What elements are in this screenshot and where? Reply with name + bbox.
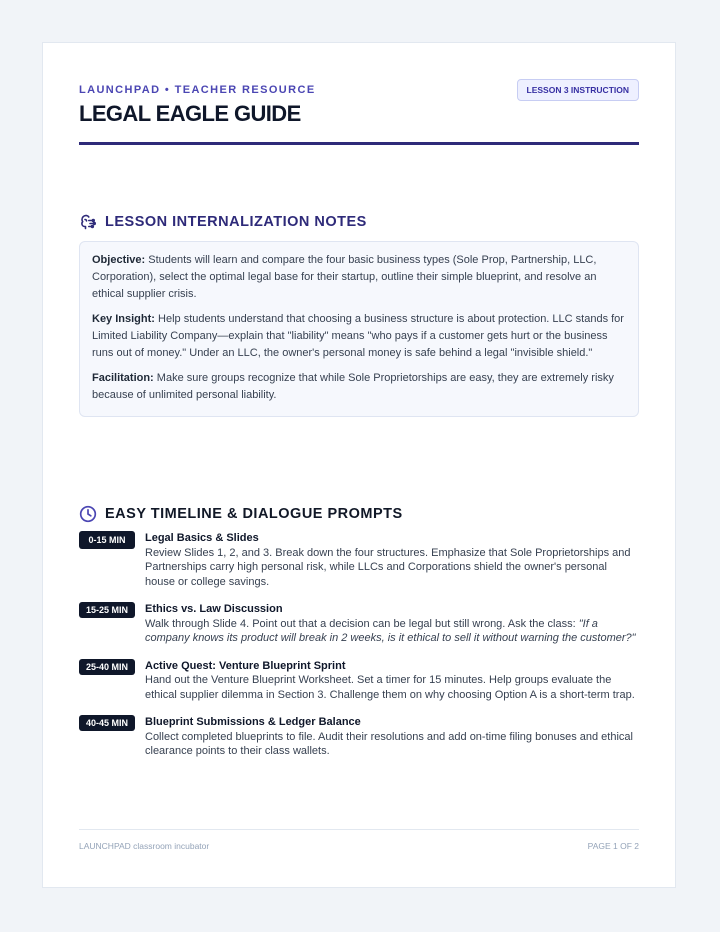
objective-label: Objective: bbox=[92, 254, 146, 266]
objective-paragraph bbox=[92, 252, 626, 303]
notes-section-heading bbox=[79, 213, 367, 231]
timeline-item-text: Review Slides 1, 2, and 3. Break down the four structures. Emphasize that Sole Proprietorships and Partnerships carry high personal risk, while LLCs and Corporations shield the owner's personal house or college savings. bbox=[145, 546, 631, 588]
facilitation-label: Facilitation: bbox=[92, 372, 154, 384]
header-divider bbox=[79, 142, 639, 145]
timeline-item-body bbox=[145, 602, 639, 646]
internalization-notes-box bbox=[79, 241, 639, 417]
timeline-item-text: Collect completed blueprints to file. Audit their resolutions and add on-time filing bonuses and ethical clearance points to their class wallets. bbox=[145, 730, 633, 757]
objective-text: Students will learn and compare the four basic business types (Sole Prop, Partnership, LLC, Corporation), select the optimal legal base for their startup, outline their simple blueprint, and resolve an ethical supplier crisis. bbox=[92, 254, 597, 300]
facilitation-text: Make sure groups recognize that while Sole Proprietorships are easy, they are extremely risky because of unlimited personal liability. bbox=[92, 372, 614, 401]
timeline-item-heading: Ethics vs. Law Discussion bbox=[145, 603, 283, 615]
timeline-section-title: EASY TIMELINE & DIALOGUE PROMPTS bbox=[105, 506, 403, 522]
facilitation-paragraph bbox=[92, 370, 626, 404]
timeline-item-heading: Active Quest: Venture Blueprint Sprint bbox=[145, 659, 346, 672]
key-insight-text: Help students understand that choosing a business structure is about protection. LLC stands for Limited Liability Company—explain that "liability" means "who pays if a customer gets hurt or the business runs out of money." Under an LLC, the owner's personal money is safe behind a legal "invisible shield." bbox=[92, 313, 624, 359]
document-page bbox=[42, 42, 676, 888]
lesson-badge: LESSON 3 INSTRUCTION bbox=[517, 79, 639, 101]
notes-section-title: LESSON INTERNALIZATION NOTES bbox=[105, 214, 367, 230]
page-number: PAGE 1 OF 2 bbox=[587, 841, 639, 851]
timeline-item bbox=[79, 659, 639, 703]
timeline-list bbox=[79, 531, 639, 772]
timeline-item-body bbox=[145, 715, 639, 759]
time-chip: 0-15 MIN bbox=[79, 531, 135, 549]
timeline-item-body bbox=[145, 659, 639, 703]
time-chip: 15-25 MIN bbox=[79, 602, 135, 618]
timeline-item bbox=[79, 715, 639, 759]
timeline-item-text: Hand out the Venture Blueprint Worksheet. Set a timer for 15 minutes. Help groups evaluate the ethical supplier dilemma in Section 3. Challenge them on why choosing Option A is a short-term trap. bbox=[145, 674, 635, 701]
timeline-item-heading: Legal Basics & Slides bbox=[145, 532, 259, 544]
timeline-item-text: Walk through Slide 4. Point out that a decision can be legal but still wrong. Ask the class: bbox=[145, 617, 579, 630]
key-insight-paragraph bbox=[92, 311, 626, 362]
time-chip: 40-45 MIN bbox=[79, 715, 135, 731]
page-content bbox=[79, 43, 639, 887]
brain-icon bbox=[79, 213, 97, 231]
clock-icon bbox=[79, 505, 97, 523]
key-insight-label: Key Insight: bbox=[92, 313, 155, 325]
timeline-section-heading bbox=[79, 505, 403, 523]
footer-divider bbox=[79, 829, 639, 830]
timeline-item bbox=[79, 602, 639, 646]
header-eyebrow: LAUNCHPAD • TEACHER RESOURCE bbox=[79, 84, 316, 96]
timeline-item bbox=[79, 531, 639, 589]
time-chip: 25-40 MIN bbox=[79, 659, 135, 675]
footer-brand: LAUNCHPAD classroom incubator bbox=[79, 841, 210, 851]
timeline-item-heading: Blueprint Submissions & Ledger Balance bbox=[145, 716, 361, 728]
page-title: LEGAL EAGLE GUIDE bbox=[79, 101, 301, 126]
discussion-prompt-quote: "If a company knows its product will break in 2 weeks, is it ethical to sell it without warning the customer?" bbox=[145, 617, 636, 644]
timeline-item-body bbox=[145, 531, 639, 589]
